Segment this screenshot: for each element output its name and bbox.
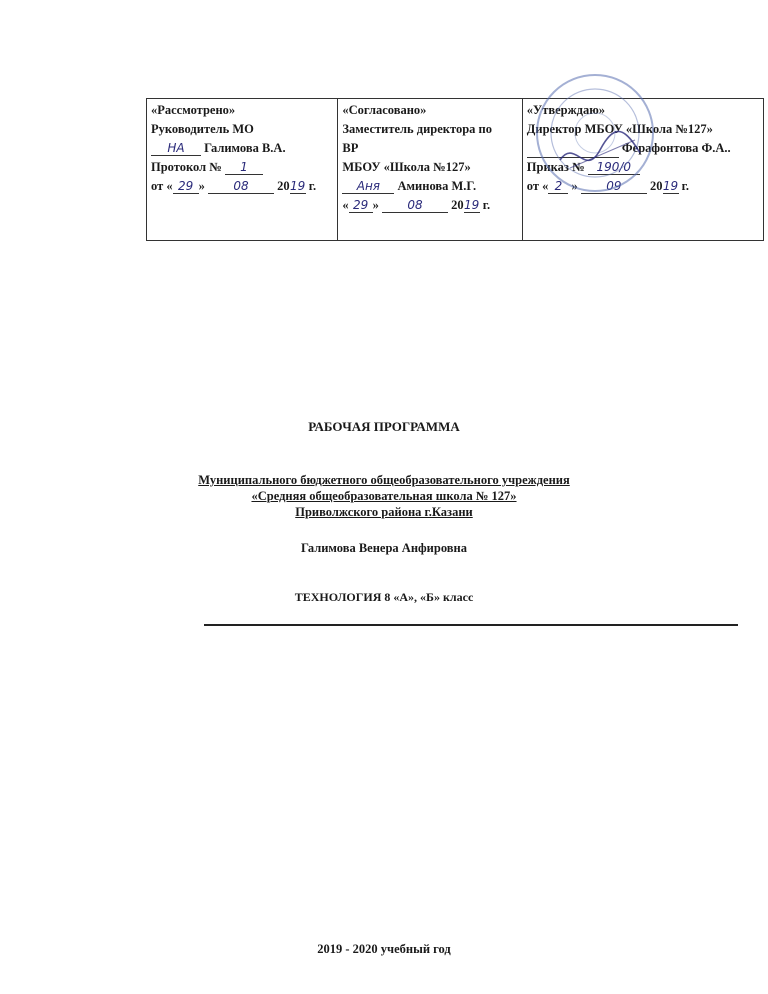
organization-line-3: Приволжского района г.Казани	[295, 505, 473, 519]
date-prefix: «	[342, 198, 349, 212]
date-day: 29	[173, 179, 199, 194]
approved-signature-line	[527, 139, 759, 158]
date-prefix: от «	[151, 179, 173, 193]
approval-cell-agreed	[337, 99, 521, 240]
agreed-heading: «Согласовано»	[342, 103, 427, 117]
agreed-name: Аминова М.Г.	[397, 179, 477, 193]
academic-year: 2019 - 2020 учебный год	[317, 942, 451, 956]
order-number: 190/0	[588, 160, 640, 175]
approved-position: Директор МБОУ «Школа №127»	[526, 122, 713, 136]
date-year-suffix: г.	[305, 179, 317, 193]
protocol-label: Протокол №	[151, 160, 222, 174]
reviewed-date	[151, 177, 333, 196]
protocol-number: 1	[225, 160, 263, 175]
horizontal-rule	[204, 624, 738, 626]
agreed-signature: Аня	[342, 179, 394, 194]
approval-cell-reviewed	[147, 99, 337, 240]
document-title: РАБОЧАЯ ПРОГРАММА	[308, 419, 460, 434]
date-year: 19	[662, 179, 679, 193]
date-month: 08	[208, 179, 274, 194]
approval-table	[146, 98, 764, 241]
reviewed-heading: «Рассмотрено»	[151, 103, 236, 117]
date-year-prefix: 20	[451, 198, 464, 212]
date-day-suffix: »	[372, 198, 379, 212]
date-day-suffix: »	[568, 179, 578, 193]
approved-signature-blank	[527, 143, 619, 158]
teacher-name: Галимова Венера Анфировна	[301, 541, 467, 555]
organization-block	[0, 472, 768, 520]
organization-line-2: «Средняя общеобразовательная школа № 127»	[251, 489, 517, 503]
date-year-suffix: г.	[479, 198, 491, 212]
agreed-date	[342, 196, 517, 215]
reviewed-name: Галимова В.А.	[204, 141, 286, 155]
date-year-suffix: г.	[678, 179, 690, 193]
agreed-org: МБОУ «Школа №127»	[342, 160, 471, 174]
agreed-position-2: ВР	[342, 141, 359, 155]
approval-cell-approved	[522, 99, 763, 240]
approved-date	[527, 177, 759, 196]
reviewed-signature-line	[151, 139, 333, 158]
date-month: 09	[581, 179, 647, 194]
date-year: 19	[463, 198, 480, 212]
date-year-prefix: 20	[277, 179, 290, 193]
agreed-position-1: Заместитель директора по	[342, 122, 492, 136]
subject-line: ТЕХНОЛОГИЯ 8 «А», «Б» класс	[294, 590, 474, 604]
date-day: 2	[548, 179, 568, 194]
date-prefix: от «	[526, 179, 549, 193]
date-year: 19	[289, 179, 306, 193]
date-month: 08	[382, 198, 448, 213]
order-label: Приказ №	[526, 160, 585, 174]
approved-order	[527, 158, 759, 177]
date-year-prefix: 20	[650, 179, 663, 193]
reviewed-position: Руководитель МО	[151, 122, 254, 136]
date-day-suffix: »	[198, 179, 205, 193]
approved-heading: «Утверждаю»	[526, 103, 606, 117]
organization-line-1: Муниципального бюджетного общеобразовательного учреждения	[198, 473, 570, 487]
reviewed-signature: НА	[151, 141, 201, 156]
agreed-signature-line	[342, 177, 517, 196]
date-day: 29	[349, 198, 373, 213]
reviewed-protocol	[151, 158, 333, 177]
approved-name: Ферафонтова Ф.А..	[621, 141, 731, 155]
